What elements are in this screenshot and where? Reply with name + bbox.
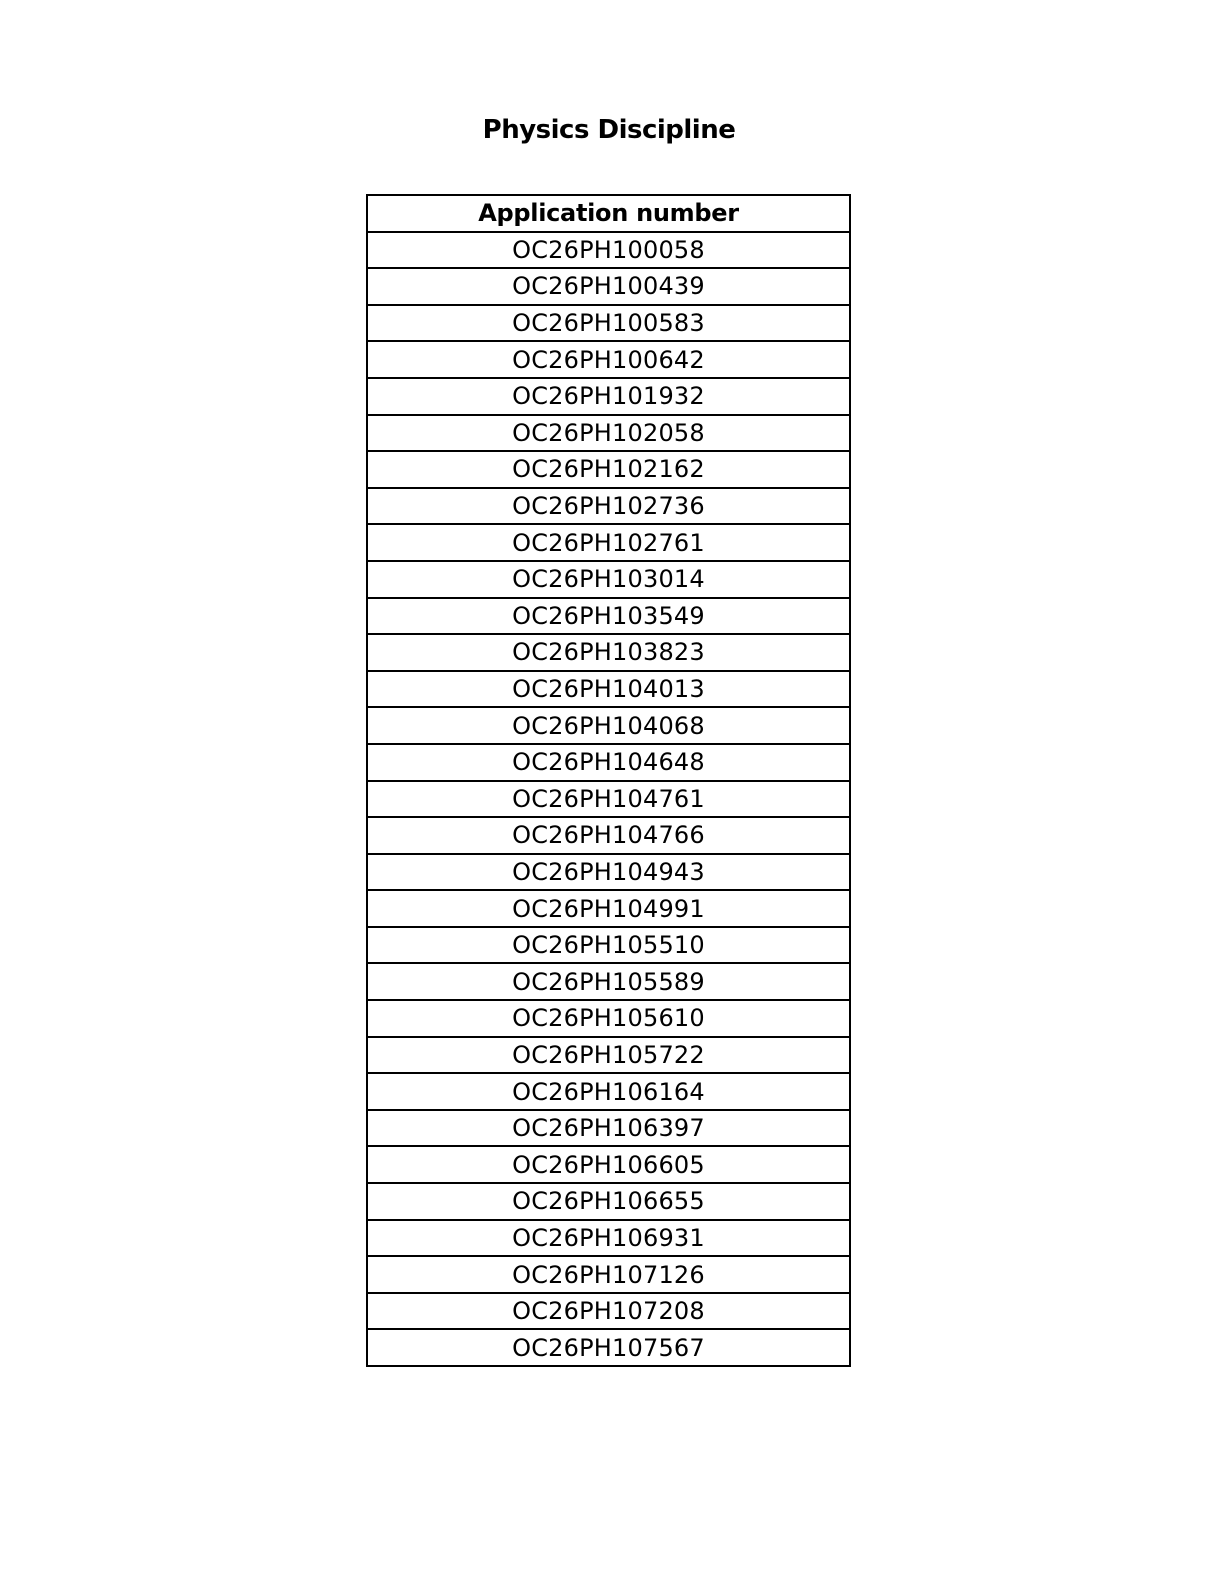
application-number-cell: OC26PH101932 bbox=[367, 378, 850, 415]
table-row bbox=[367, 707, 850, 744]
application-number-cell: OC26PH102162 bbox=[367, 451, 850, 488]
application-number-cell: OC26PH106931 bbox=[367, 1220, 850, 1257]
table-body bbox=[367, 232, 850, 1366]
table-row bbox=[367, 671, 850, 708]
application-number-cell: OC26PH103014 bbox=[367, 561, 850, 598]
application-number-cell: OC26PH107126 bbox=[367, 1256, 850, 1293]
application-number-cell: OC26PH104648 bbox=[367, 744, 850, 781]
table-row bbox=[367, 378, 850, 415]
table-row bbox=[367, 598, 850, 635]
application-number-cell: OC26PH107208 bbox=[367, 1293, 850, 1330]
application-number-cell: OC26PH100583 bbox=[367, 305, 850, 342]
table-row bbox=[367, 927, 850, 964]
application-number-cell: OC26PH106164 bbox=[367, 1073, 850, 1110]
application-number-cell: OC26PH107567 bbox=[367, 1329, 850, 1366]
table-row bbox=[367, 744, 850, 781]
table-header bbox=[367, 195, 850, 232]
application-number-cell: OC26PH102058 bbox=[367, 415, 850, 452]
application-number-cell: OC26PH105589 bbox=[367, 963, 850, 1000]
application-number-cell: OC26PH104991 bbox=[367, 890, 850, 927]
table-row bbox=[367, 781, 850, 818]
table-row bbox=[367, 1220, 850, 1257]
application-number-cell: OC26PH102761 bbox=[367, 524, 850, 561]
column-header-application-number: Application number bbox=[367, 195, 850, 232]
table-row bbox=[367, 1256, 850, 1293]
table-row bbox=[367, 1146, 850, 1183]
table-row bbox=[367, 341, 850, 378]
application-number-cell: OC26PH105610 bbox=[367, 1000, 850, 1037]
table-row bbox=[367, 963, 850, 1000]
table-row bbox=[367, 232, 850, 269]
table-row bbox=[367, 488, 850, 525]
table-row bbox=[367, 415, 850, 452]
application-number-cell: OC26PH100642 bbox=[367, 341, 850, 378]
application-number-cell: OC26PH104761 bbox=[367, 781, 850, 818]
application-number-cell: OC26PH105510 bbox=[367, 927, 850, 964]
table-row bbox=[367, 1329, 850, 1366]
table-row bbox=[367, 268, 850, 305]
table-row bbox=[367, 305, 850, 342]
application-number-cell: OC26PH100439 bbox=[367, 268, 850, 305]
table-row bbox=[367, 854, 850, 891]
table-row bbox=[367, 1293, 850, 1330]
application-number-cell: OC26PH100058 bbox=[367, 232, 850, 269]
application-number-cell: OC26PH105722 bbox=[367, 1037, 850, 1074]
application-number-cell: OC26PH104943 bbox=[367, 854, 850, 891]
table-row bbox=[367, 1000, 850, 1037]
application-number-cell: OC26PH106655 bbox=[367, 1183, 850, 1220]
table-row bbox=[367, 1110, 850, 1147]
table-header-row bbox=[367, 195, 850, 232]
table-row bbox=[367, 1183, 850, 1220]
application-number-table bbox=[366, 194, 851, 1367]
page-title: Physics Discipline bbox=[482, 115, 736, 145]
table-row bbox=[367, 1037, 850, 1074]
table-row bbox=[367, 451, 850, 488]
application-number-cell: OC26PH104068 bbox=[367, 707, 850, 744]
application-number-cell: OC26PH106605 bbox=[367, 1146, 850, 1183]
table-row bbox=[367, 634, 850, 671]
application-number-cell: OC26PH103549 bbox=[367, 598, 850, 635]
table-row bbox=[367, 561, 850, 598]
application-number-cell: OC26PH106397 bbox=[367, 1110, 850, 1147]
application-number-cell: OC26PH104013 bbox=[367, 671, 850, 708]
table-row bbox=[367, 524, 850, 561]
application-number-cell: OC26PH103823 bbox=[367, 634, 850, 671]
table-row bbox=[367, 817, 850, 854]
application-number-cell: OC26PH104766 bbox=[367, 817, 850, 854]
table-row bbox=[367, 890, 850, 927]
application-number-cell: OC26PH102736 bbox=[367, 488, 850, 525]
table-row bbox=[367, 1073, 850, 1110]
